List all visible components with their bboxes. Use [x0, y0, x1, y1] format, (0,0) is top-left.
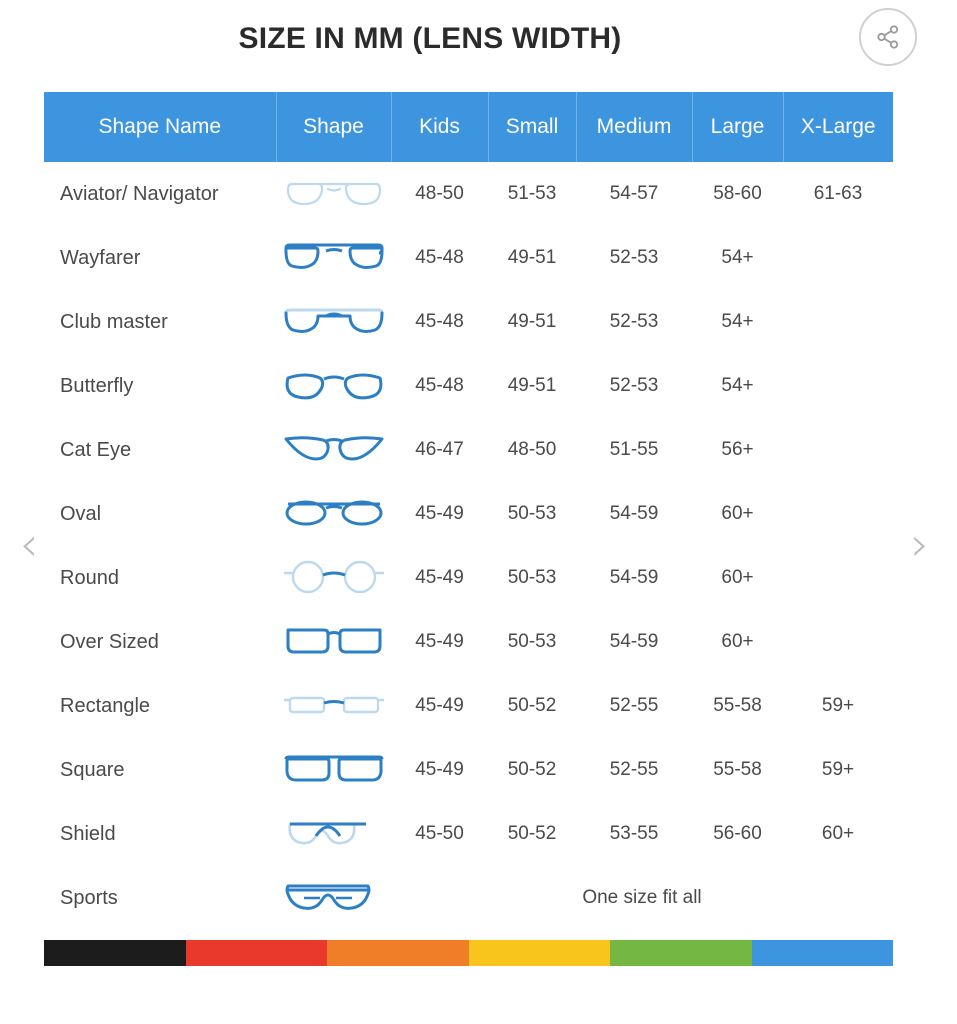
column-header-large: Large: [692, 92, 783, 162]
size-large: 54+: [721, 247, 754, 268]
size-medium: 54-59: [609, 503, 659, 524]
size-xlarge: [783, 226, 893, 290]
size-xlarge: [783, 546, 893, 610]
size-xlarge: 59+: [821, 759, 855, 780]
column-header-xlarge: X-Large: [783, 92, 893, 162]
size-kids: 45-49: [415, 759, 464, 780]
shape-illustration: [276, 674, 391, 738]
oversized-glasses-icon: [276, 614, 391, 670]
size-large: 60+: [721, 631, 754, 652]
size-medium: 54-57: [609, 183, 659, 204]
size-medium: 52-53: [609, 247, 659, 268]
shape-illustration: [276, 290, 391, 354]
color-swatch-orange: [327, 940, 469, 966]
size-large: 60+: [721, 503, 754, 524]
share-button[interactable]: [859, 8, 917, 66]
size-medium: 52-53: [609, 375, 659, 396]
size-large: 55-58: [713, 759, 762, 780]
shape-illustration: [276, 546, 391, 610]
shape-name: Round: [60, 566, 119, 589]
size-large: 58-60: [713, 183, 762, 204]
size-large: 60+: [721, 567, 754, 588]
page-title: SIZE IN MM (LENS WIDTH): [238, 22, 622, 55]
round-glasses-icon: [276, 550, 391, 606]
size-small: 50-52: [507, 823, 557, 844]
shape-name: Over Sized: [60, 630, 159, 653]
size-kids: 45-49: [415, 567, 464, 588]
share-icon: [875, 24, 901, 50]
size-small: 49-51: [507, 247, 557, 268]
table-row: [44, 866, 893, 930]
shape-illustration: [276, 802, 391, 866]
shape-name: Cat Eye: [60, 438, 132, 461]
butterfly-glasses-icon: [276, 358, 391, 414]
shape-illustration: [276, 866, 391, 930]
square-glasses-icon: [276, 742, 391, 798]
shape-name: Club master: [60, 310, 168, 333]
shape-illustration: [276, 226, 391, 290]
size-kids: 48-50: [415, 183, 464, 204]
aviator-glasses-icon: [276, 166, 391, 222]
size-small: 50-53: [507, 631, 557, 652]
size-large: 55-58: [713, 695, 762, 716]
size-small: 51-53: [507, 183, 557, 204]
table-row: [44, 546, 893, 610]
sports-glasses-icon: [276, 870, 391, 926]
table-row: [44, 418, 893, 482]
color-swatch-black: [44, 940, 186, 966]
shape-illustration: [276, 610, 391, 674]
carousel-prev-arrow[interactable]: ‹: [19, 517, 39, 571]
size-large: 56-60: [713, 823, 762, 844]
cateye-glasses-icon: [276, 422, 391, 478]
size-xlarge: 61-63: [813, 183, 863, 204]
size-medium: 53-55: [609, 823, 659, 844]
size-small: 50-52: [507, 695, 557, 716]
size-small: 50-53: [507, 567, 557, 588]
size-medium: 54-59: [609, 631, 659, 652]
size-medium: 51-55: [609, 439, 659, 460]
color-swatch-yellow: [469, 940, 611, 966]
table-row: [44, 290, 893, 354]
size-large: 54+: [721, 311, 754, 332]
size-kids: 45-49: [415, 695, 464, 716]
wayfarer-glasses-icon: [276, 230, 391, 286]
size-large: 56+: [721, 439, 754, 460]
table-row: [44, 674, 893, 738]
column-header-shape: Shape: [276, 92, 391, 162]
size-medium: 52-55: [609, 759, 659, 780]
size-xlarge: [783, 354, 893, 418]
column-header-small: Small: [488, 92, 576, 162]
shape-name: Shield: [60, 822, 116, 845]
size-medium: 54-59: [609, 567, 659, 588]
size-kids: 45-49: [415, 503, 464, 524]
size-small: 49-51: [507, 375, 557, 396]
shape-illustration: [276, 162, 391, 226]
shape-illustration: [276, 418, 391, 482]
color-swatch-blue: [752, 940, 894, 966]
column-header-kids: Kids: [391, 92, 488, 162]
size-small: 48-50: [507, 439, 557, 460]
size-xlarge: [783, 290, 893, 354]
shape-name: Wayfarer: [60, 246, 141, 269]
size-xlarge: 59+: [821, 695, 855, 716]
size-small: 49-51: [507, 311, 557, 332]
size-kids: 45-50: [415, 823, 464, 844]
color-swatch-red: [186, 940, 328, 966]
carousel-next-arrow[interactable]: ›: [910, 517, 930, 571]
table-row: [44, 226, 893, 290]
table-header-row: [44, 92, 893, 162]
table-row: [44, 162, 893, 226]
size-table-wrapper: [44, 92, 893, 930]
size-small: 50-53: [507, 503, 557, 524]
shape-illustration: [276, 482, 391, 546]
shape-name: Square: [60, 758, 125, 781]
column-header-medium: Medium: [576, 92, 692, 162]
size-table: [44, 92, 893, 930]
size-kids: 45-48: [415, 311, 464, 332]
shape-name: Oval: [60, 502, 102, 525]
table-row: [44, 482, 893, 546]
one-size-note: One size fit all: [582, 887, 702, 908]
shape-name: Aviator/ Navigator: [60, 182, 219, 205]
rectangle-glasses-icon: [276, 678, 391, 734]
size-large: 54+: [721, 375, 754, 396]
shape-name: Butterfly: [60, 374, 134, 397]
size-kids: 45-48: [415, 375, 464, 396]
size-medium: 52-55: [609, 695, 659, 716]
table-row: [44, 738, 893, 802]
color-swatch-green: [610, 940, 752, 966]
table-row: [44, 354, 893, 418]
table-row: [44, 610, 893, 674]
shape-name: Sports: [60, 886, 118, 909]
shield-glasses-icon: [276, 806, 391, 862]
size-small: 50-52: [507, 759, 557, 780]
size-xlarge: [783, 610, 893, 674]
shape-illustration: [276, 354, 391, 418]
shape-illustration: [276, 738, 391, 802]
table-row: [44, 802, 893, 866]
column-header-shape-name: Shape Name: [44, 92, 276, 162]
color-bar: [44, 940, 893, 966]
clubmaster-glasses-icon: [276, 294, 391, 350]
size-kids: 46-47: [415, 439, 464, 460]
size-kids: 45-49: [415, 631, 464, 652]
size-xlarge: [783, 418, 893, 482]
size-medium: 52-53: [609, 311, 659, 332]
shape-name: Rectangle: [60, 694, 151, 717]
oval-glasses-icon: [276, 486, 391, 542]
size-xlarge: [783, 482, 893, 546]
size-kids: 45-48: [415, 247, 464, 268]
size-xlarge: 60+: [821, 823, 855, 844]
